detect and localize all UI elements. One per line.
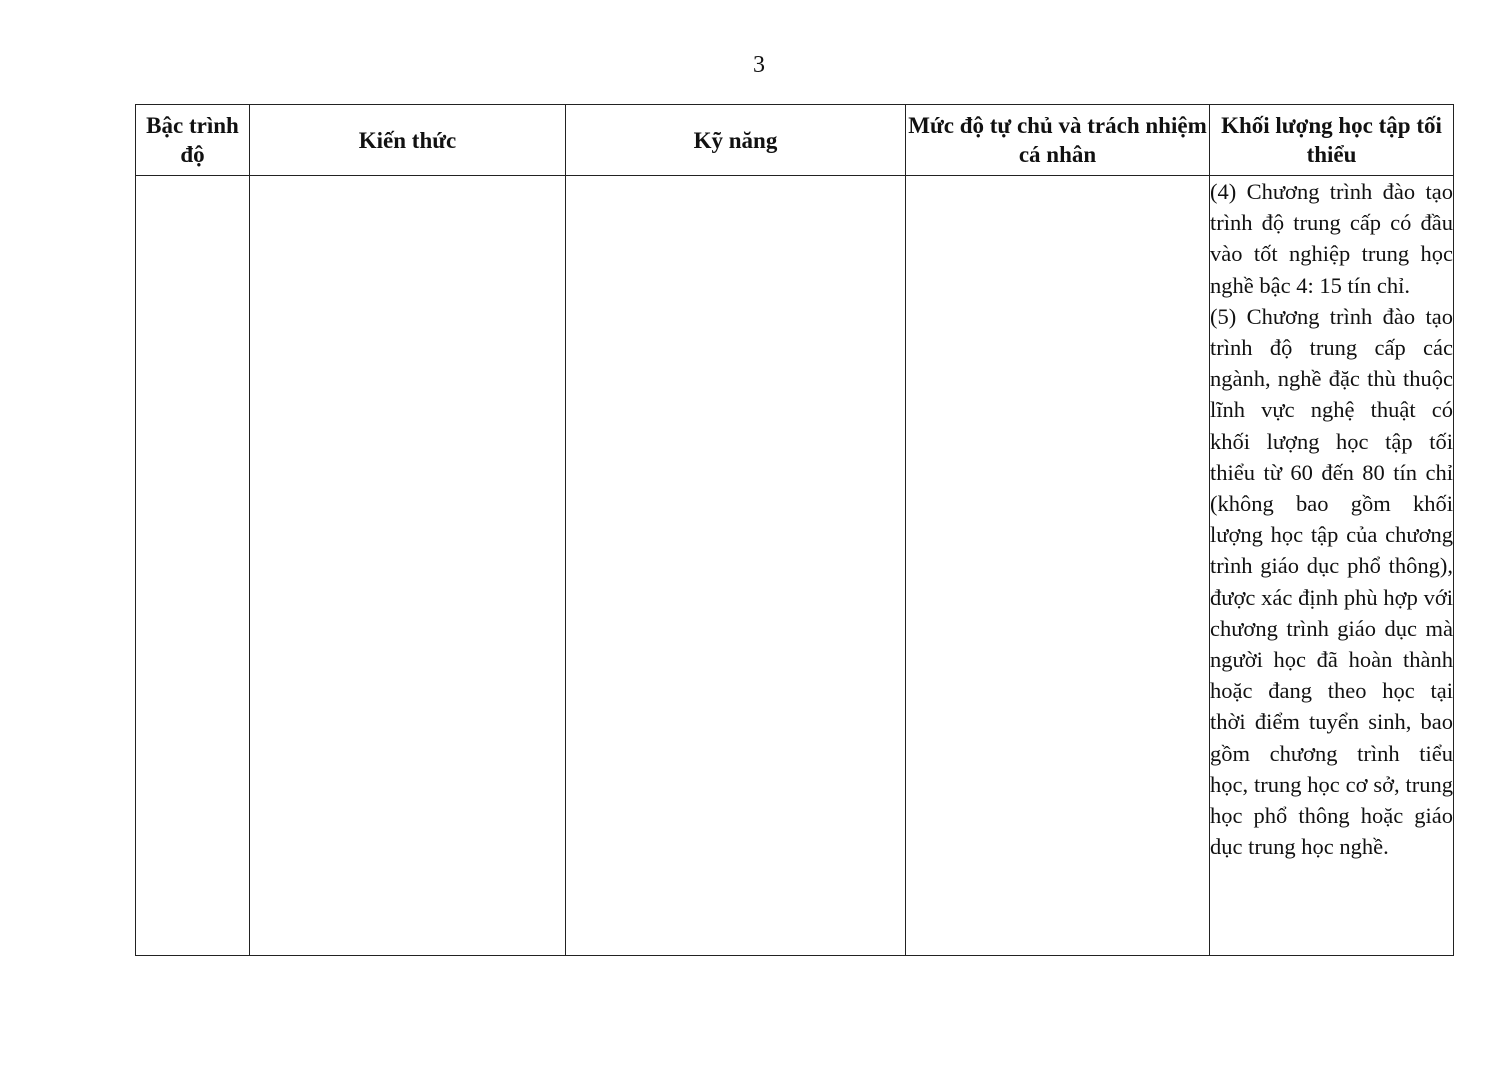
page-number: 3 bbox=[753, 52, 765, 78]
header-skills: Kỹ năng bbox=[566, 105, 906, 176]
cell-autonomy bbox=[906, 176, 1210, 956]
table-row bbox=[136, 176, 1454, 956]
study-volume-item-4: (4) Chương trình đào tạo trình độ trung cấp có đầu vào tốt nghiệp trung học nghề bậc 4: 15 tín chỉ. bbox=[1210, 179, 1453, 298]
cell-knowledge bbox=[250, 176, 566, 956]
header-study-volume: Khối lượng học tập tối thiểu bbox=[1210, 105, 1454, 176]
cell-study-volume bbox=[1210, 176, 1454, 956]
study-volume-item-5: (5) Chương trình đào tạo trình độ trung cấp các ngành, nghề đặc thù thuộc lĩnh vực nghệ thuật có khối lượng học tập tối thiểu từ 60 đến 80 tín chỉ (không bao gồm khối lượng học tập của chương trình giáo dục phổ thông), được xác định phù hợp với chương trình giáo dục mà người học đã hoàn thành hoặc đang theo học tại thời điểm tuyển sinh, bao gồm chương trình tiểu học, trung học cơ sở, trung học phổ thông hoặc giáo dục trung học nghề. bbox=[1210, 303, 1453, 860]
header-autonomy: Mức độ tự chủ và trách nhiệm cá nhân bbox=[906, 105, 1210, 176]
table-header-row bbox=[136, 105, 1454, 176]
qualification-table bbox=[135, 104, 1454, 956]
header-knowledge: Kiến thức bbox=[250, 105, 566, 176]
header-level: Bậc trình độ bbox=[136, 105, 250, 176]
cell-skills bbox=[566, 176, 906, 956]
cell-level bbox=[136, 176, 250, 956]
